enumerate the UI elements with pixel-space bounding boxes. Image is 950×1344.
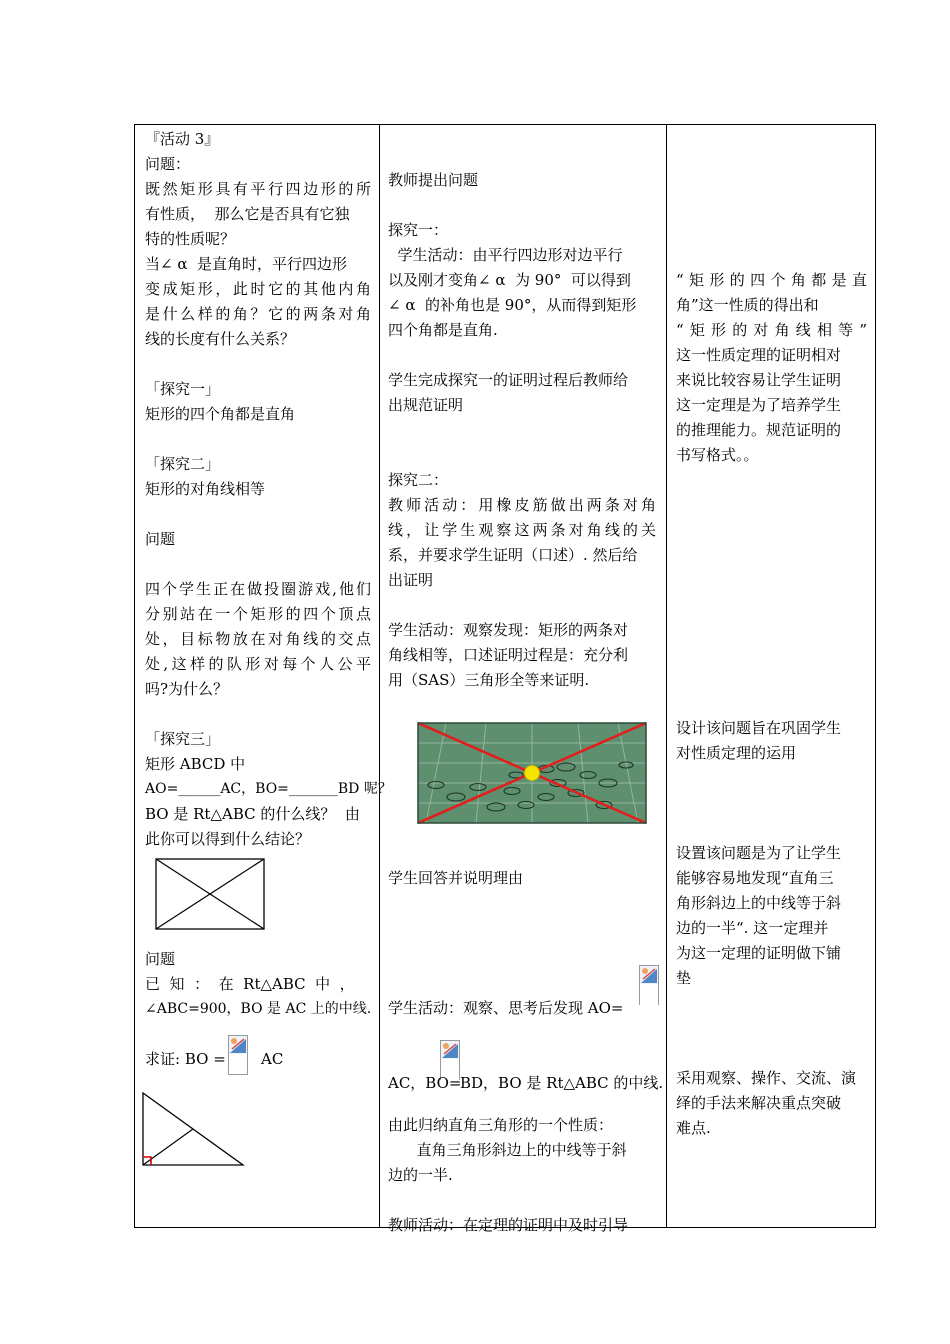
text-line: 以及刚才变角∠ α 为 90° 可以得到 bbox=[388, 271, 631, 289]
section-title: 「探究一」 bbox=[145, 380, 221, 398]
section-title: 「探究三」 bbox=[145, 730, 221, 748]
text-line: ∠ α 的补角也是 90°，从而得到矩形 bbox=[388, 296, 637, 314]
text-line: 设置该问题是为了让学生 bbox=[676, 844, 842, 862]
text-line: 能够容易地发现“直角三 bbox=[676, 869, 834, 887]
text-line: 处,这样的队形对每个人公平 bbox=[145, 655, 371, 673]
text-line: 是什么样的角？它的两条对角 bbox=[145, 305, 371, 323]
text-line: 的推理能力。规范证明的 bbox=[676, 421, 842, 439]
text-line: 来说比较容易让学生证明 bbox=[676, 371, 842, 389]
text-line: 变成矩形，此时它的其他内角 bbox=[145, 280, 371, 298]
text-line: 角线相等，口述证明过程是：充分利 bbox=[388, 646, 629, 664]
text-line: 矩形 ABCD 中 bbox=[145, 755, 246, 773]
text-line: 四个角都是直角. bbox=[388, 321, 498, 339]
text-line: 此你可以得到什么结论？ bbox=[145, 830, 311, 848]
question-label: 问题 bbox=[145, 530, 176, 548]
text-line: 学生活动：观察、思考后发现 AO= bbox=[388, 999, 624, 1017]
text-line: “矩形的四个角都是直 bbox=[676, 271, 867, 289]
text-line: 垫 bbox=[676, 969, 692, 987]
question-label: 问题 bbox=[145, 950, 176, 968]
text-line: AC，BO= bbox=[388, 1074, 462, 1092]
text-line: 当∠ α 是直角时，平行四边形 bbox=[145, 255, 348, 273]
text-line: 用（SAS）三角形全等来证明. bbox=[388, 671, 590, 689]
text-line: 分别站在一个矩形的四个顶点 bbox=[145, 605, 371, 623]
text-line: 已 知 ： 在 Rt△ABC 中 ， bbox=[145, 975, 355, 993]
text-line: 学生活动：观察发现：矩形的两条对 bbox=[388, 621, 629, 639]
text-line: 矩形的四个角都是直角 bbox=[145, 405, 296, 423]
text-line: BO 是 Rt△ABC 的什么线？ 由 bbox=[145, 805, 360, 823]
text-line: 系，并要求学生证明（口述）. 然后给 bbox=[388, 546, 638, 564]
text-line: 教师活动：在定理的证明中及时引导 bbox=[388, 1216, 629, 1234]
section-title: 探究二： bbox=[388, 471, 449, 489]
text-line: 矩形的对角线相等 bbox=[145, 480, 266, 498]
rectangle-diagonals-figure bbox=[155, 858, 267, 932]
ring-toss-field-image bbox=[416, 721, 648, 825]
text-line: 学生活动：由平行四边形对边平行 bbox=[388, 246, 623, 264]
text-line: 四个学生正在做投圈游戏,他们 bbox=[145, 580, 371, 598]
text-line: 有性质， 那么它是否具有它独 bbox=[145, 205, 350, 223]
text-line: ∠ABC=900，BO 是 AC 上的中线. bbox=[145, 1001, 372, 1017]
activity-title: 『活动 3』 bbox=[145, 130, 220, 148]
text-line: “矩形的对角线相等” bbox=[676, 321, 867, 339]
text-line: 出证明 bbox=[388, 571, 434, 589]
text-line: 学生完成探究一的证明过程后教师给 bbox=[388, 371, 629, 389]
text-line: 边的一半“. 这一定理并 bbox=[676, 919, 829, 937]
column-divider bbox=[666, 125, 667, 1227]
text-line: 角形斜边上的中线等于斜 bbox=[676, 894, 842, 912]
text-line: 由此归纳直角三角形的一个性质： bbox=[388, 1116, 614, 1134]
text-line: 线，让学生观察这两条对角线的关 bbox=[388, 521, 656, 539]
section-title: 「探究二」 bbox=[145, 455, 221, 473]
fraction-image-placeholder bbox=[639, 965, 659, 1005]
text-line: 出规范证明 bbox=[388, 396, 464, 414]
text-line: 绎的手法来解决重点突破 bbox=[676, 1094, 842, 1112]
text-line: 为这一定理的证明做下铺 bbox=[676, 944, 842, 962]
text-line: 对性质定理的运用 bbox=[676, 744, 797, 762]
text-line: 学生回答并说明理由 bbox=[388, 869, 524, 887]
text-line: AO=______AC，BO=_______BD 呢？ bbox=[145, 781, 392, 797]
text-line: 边的一半. bbox=[388, 1166, 453, 1184]
text-line: 处，目标物放在对角线的交点 bbox=[145, 630, 371, 648]
question-label: 问题： bbox=[145, 155, 191, 173]
text-line: 直角三角形斜边上的中线等于斜 bbox=[388, 1141, 627, 1159]
fraction-image-placeholder bbox=[228, 1035, 248, 1075]
right-triangle-figure bbox=[141, 1091, 247, 1167]
text-line: 角”这一性质的得出和 bbox=[676, 296, 819, 314]
text-line: 特的性质呢？ bbox=[145, 230, 236, 248]
text-line: 难点. bbox=[676, 1119, 711, 1137]
text-line: 教师活动：用橡皮筋做出两条对角 bbox=[388, 496, 656, 514]
section-title: 探究一： bbox=[388, 221, 449, 239]
text-line: 既然矩形具有平行四边形的所 bbox=[145, 180, 371, 198]
text-line: 这一性质定理的证明相对 bbox=[676, 346, 842, 364]
text-line: 设计该问题旨在巩固学生 bbox=[676, 719, 842, 737]
column-divider bbox=[379, 125, 380, 1227]
text-line: AC bbox=[261, 1050, 284, 1068]
text-line: 求证: BO = bbox=[145, 1050, 226, 1068]
text-line: 这一定理是为了培养学生 bbox=[676, 396, 842, 414]
text-line: 教师提出问题 bbox=[388, 171, 479, 189]
target-marker bbox=[525, 766, 540, 781]
text-line: 线的长度有什么关系？ bbox=[145, 330, 296, 348]
text-line: 采用观察、操作、交流、演 bbox=[676, 1069, 857, 1087]
text-line: 吗?为什么？ bbox=[145, 680, 229, 698]
text-line: BD，BO 是 Rt△ABC 的中线. bbox=[460, 1074, 664, 1092]
text-line: 书写格式。。 bbox=[676, 446, 759, 464]
lesson-table bbox=[134, 124, 876, 1234]
